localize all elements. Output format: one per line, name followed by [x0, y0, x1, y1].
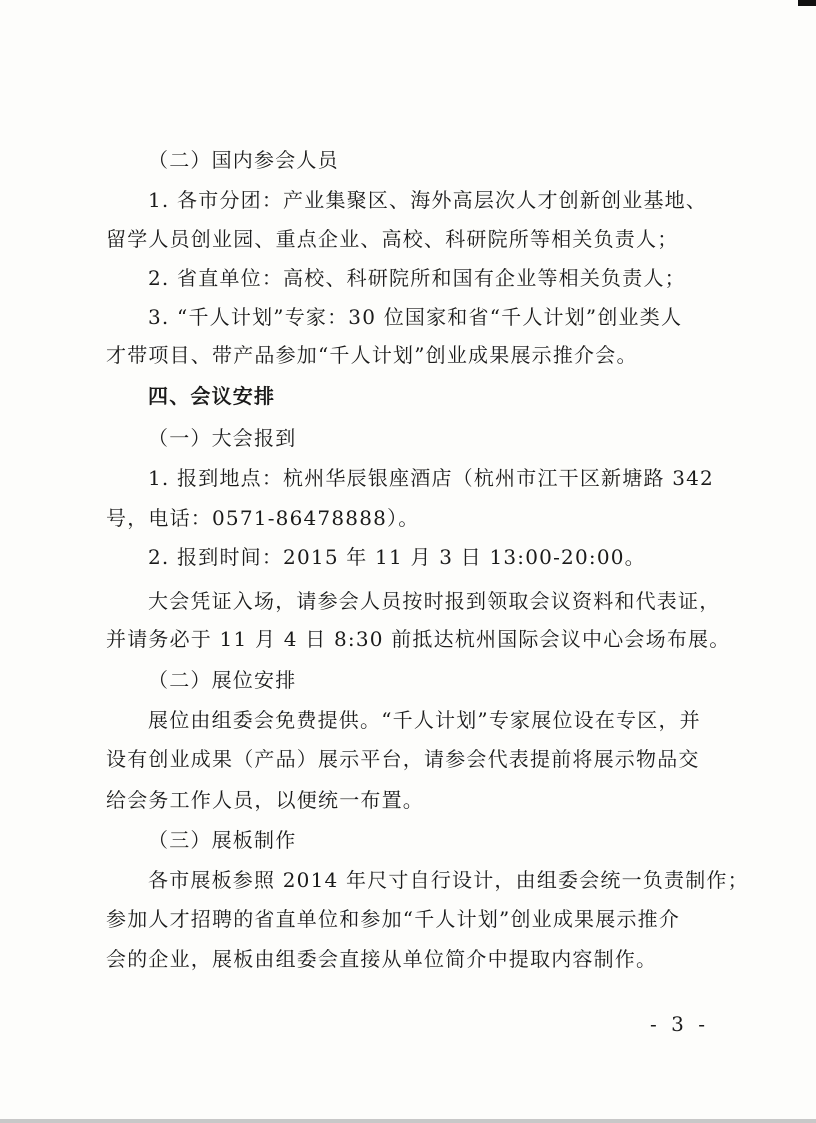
- section-heading-meeting-arrangement: 四、会议安排: [148, 384, 276, 408]
- paragraph-line: 1. 各市分团：产业集聚区、海外高层次人才创新创业基地、: [148, 188, 708, 212]
- paragraph-line: 1. 报到地点：杭州华辰银座酒店（杭州市江干区新塘路 342: [148, 466, 714, 490]
- page-number: - 3 -: [650, 1012, 709, 1036]
- subheading-booth-arrangement: （二）展位安排: [148, 668, 297, 692]
- paragraph-line: 并请务必于 11 月 4 日 8:30 前抵达杭州国际会议中心会场布展。: [106, 627, 731, 651]
- paragraph-line: 号，电话：0571-86478888）。: [106, 506, 420, 530]
- paragraph-line: 展位由组委会免费提供。“千人计划”专家展位设在专区，并: [148, 708, 701, 732]
- paragraph-line: 才带项目、带产品参加“千人计划”创业成果展示推介会。: [106, 343, 638, 367]
- paragraph-line: 设有创业成果（产品）展示平台，请参会代表提前将展示物品交: [106, 747, 700, 771]
- scan-edge-mark: [798, 0, 816, 6]
- subheading-domestic-participants: （二）国内参会人员: [148, 148, 339, 172]
- subheading-display-board: （三）展板制作: [148, 828, 297, 852]
- paragraph-line: 会的企业，展板由组委会直接从单位简介中提取内容制作。: [106, 947, 658, 971]
- paragraph-line: 2. 报到时间：2015 年 11 月 3 日 13:00-20:00。: [148, 545, 646, 569]
- paragraph-line: 大会凭证入场，请参会人员按时报到领取会议资料和代表证，: [148, 589, 721, 613]
- scan-bottom-edge: [0, 1119, 816, 1123]
- subheading-conference-registration: （一）大会报到: [148, 426, 297, 450]
- paragraph-line: 留学人员创业园、重点企业、高校、科研院所等相关负责人；: [106, 227, 679, 251]
- paragraph-line: 参加人才招聘的省直单位和参加“千人计划”创业成果展示推介: [106, 907, 681, 931]
- paragraph-line: 3. “千人计划”专家：30 位国家和省“千人计划”创业类人: [148, 305, 683, 329]
- paragraph-line: 各市展板参照 2014 年尺寸自行设计，由组委会统一负责制作；: [148, 868, 749, 892]
- paragraph-line: 2. 省直单位：高校、科研院所和国有企业等相关负责人；: [148, 266, 686, 290]
- paragraph-line: 给会务工作人员，以便统一布置。: [106, 788, 424, 812]
